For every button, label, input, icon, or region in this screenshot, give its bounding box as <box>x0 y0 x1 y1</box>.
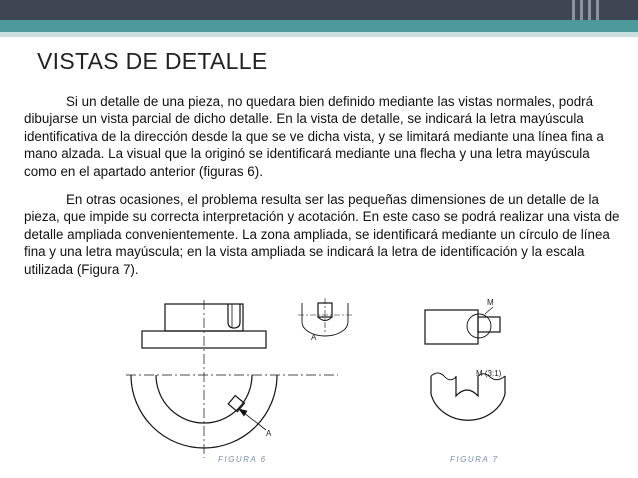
figure-6-caption: FIGURA 6 <box>218 455 267 464</box>
fig6-label-a-arrow: A <box>266 429 272 438</box>
figure-7-caption: FIGURA 7 <box>450 455 499 464</box>
paragraph-1: Si un detalle de una pieza, no quedara bien definido mediante las vistas normales, podrá dibujarse un vista parcial de dicho detalle. En la vista de detalle, se indicará la letra mayúscula identificativa de la dirección desde la que se ve dicha vista, y se limitará mediante una línea fina a mano alzada. La visual que la originó se identificará mediante una flecha y una letra mayúscula como en el apartado anterior (figuras 6). <box>24 94 604 179</box>
fig7-enlarged-outline <box>431 376 505 420</box>
figure-7-drawing <box>425 307 505 420</box>
fig7-label-scale: M (3:1) <box>476 369 502 378</box>
fig7-main-rect <box>425 310 478 344</box>
fig7-enlarged-slot <box>456 376 478 396</box>
paragraph-2: En otras ocasiones, el problema resulta ser las pequeñas dimensiones de un detalle de la pieza, que impide su correcta interpretación y acotación. En este caso se podrá realizar una vista de detalle ampliada convenientemente. La zona ampliada, se identificará mediante un círculo de línea fina y una letra mayúscula; en la vista ampliada se indicará la letra de identificación y la escala utilizada (Figura 7). <box>24 192 620 277</box>
fig7-detail-circle <box>467 314 491 338</box>
fig6-label-a-detail: A <box>311 333 317 342</box>
figure-6-drawing <box>126 298 352 458</box>
slide-title: VISTAS DE DETALLE <box>37 48 268 74</box>
fig7-label-m: M <box>487 298 494 307</box>
fig6-slot <box>228 304 240 328</box>
